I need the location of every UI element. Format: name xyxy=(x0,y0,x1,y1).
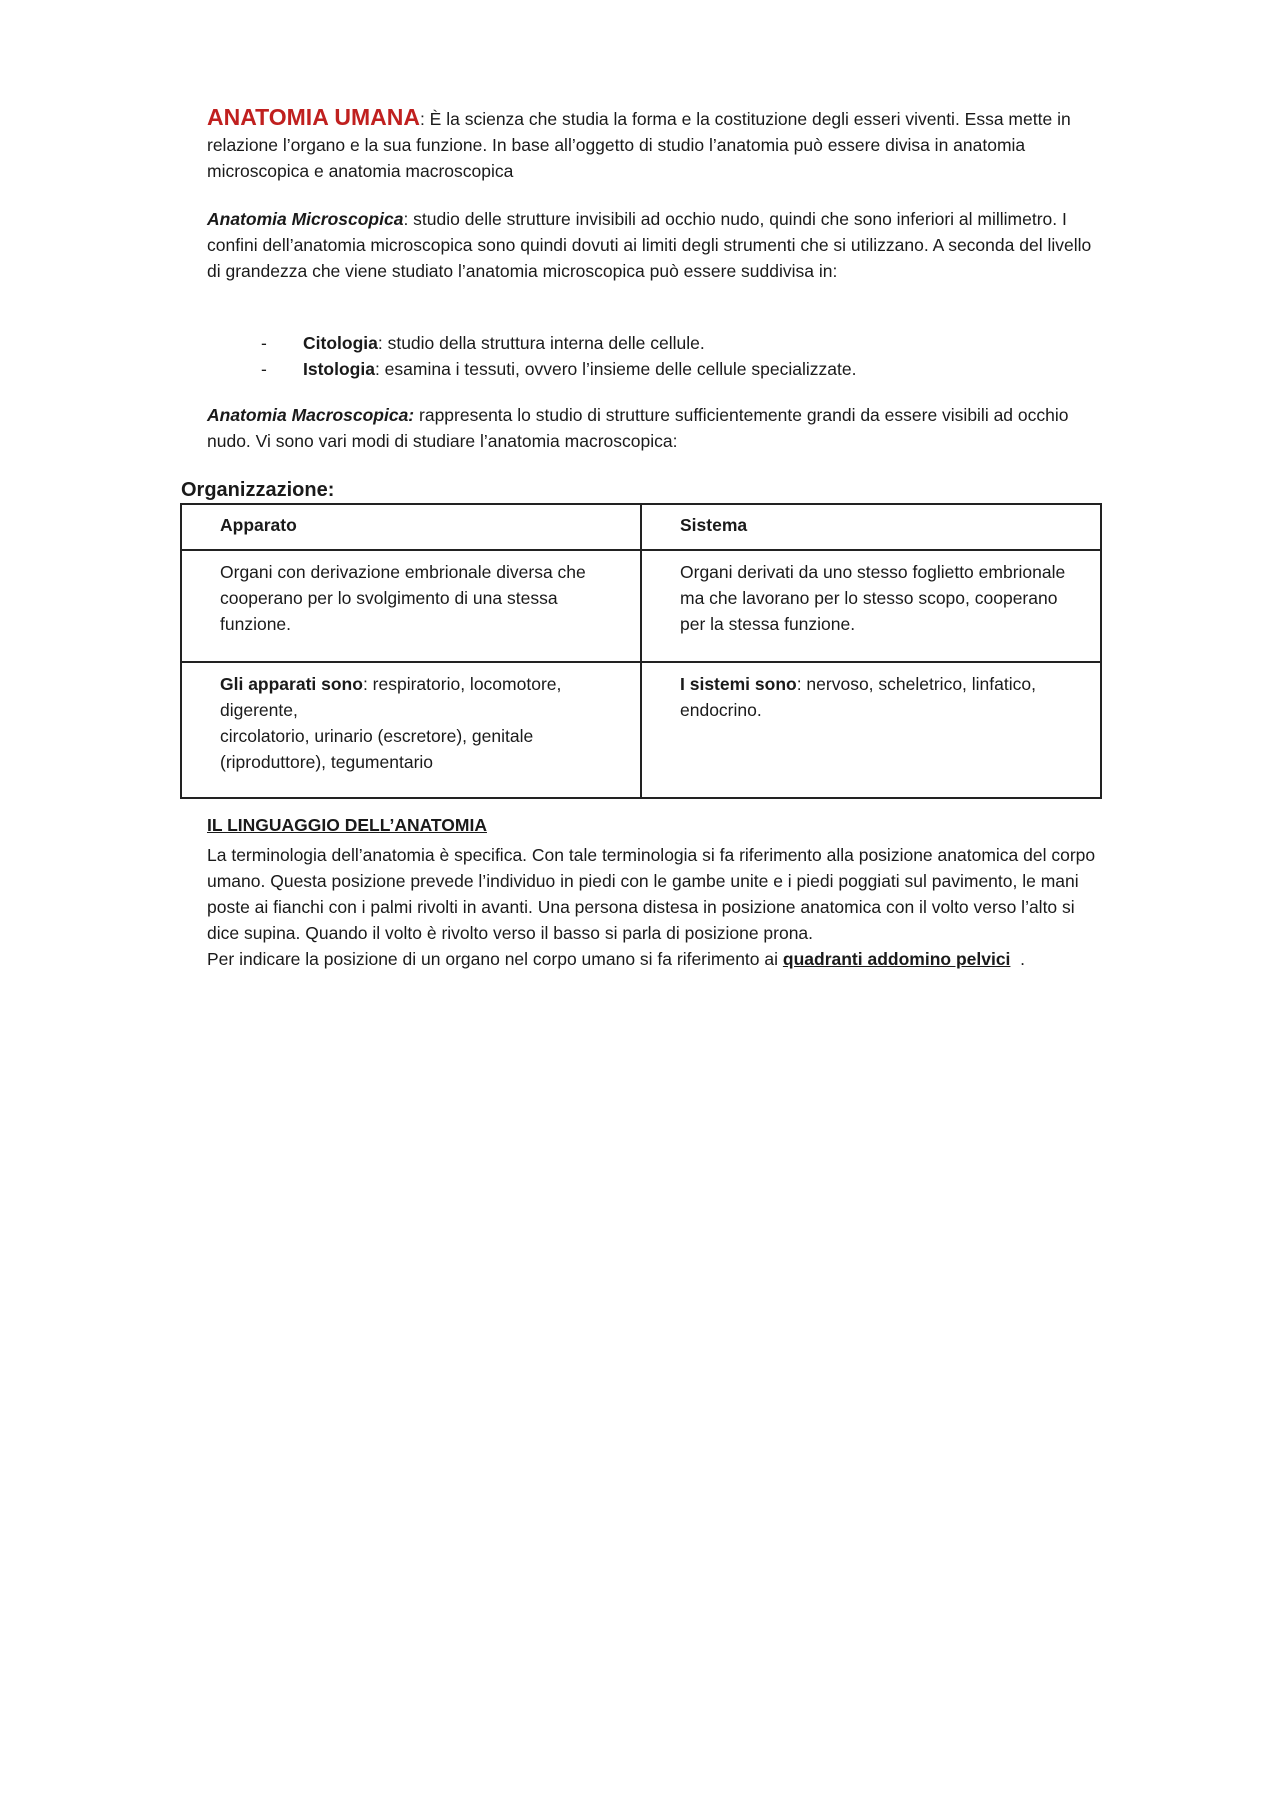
table-header-row xyxy=(181,504,1101,550)
language-title: IL LINGUAGGIO DELL’ANATOMIA xyxy=(207,815,487,835)
language-section xyxy=(207,812,1097,972)
microscopic-term: Anatomia Microscopica xyxy=(207,209,404,229)
table-cell xyxy=(181,662,641,798)
apparati-text-1: : respiratorio, locomotore, digerente, xyxy=(220,674,562,720)
column-header-sistema: Sistema xyxy=(641,504,1101,550)
organization-heading: Organizzazione: xyxy=(181,479,335,501)
list-term: Istologia xyxy=(303,359,375,379)
organization-table xyxy=(180,503,1102,799)
reference-end: . xyxy=(1010,949,1026,969)
main-title: ANATOMIA UMANA xyxy=(207,104,420,130)
macroscopic-term: Anatomia Macroscopica: xyxy=(207,405,415,425)
list-term: Citologia xyxy=(303,333,378,353)
language-text: La terminologia dell’anatomia è specifica. Con tale terminologia si fa riferimento alla posizione anatomica del corpo umano. Questa posizione prevede l’individuo in piedi con le gambe unite e i piedi poggiati sul pavimento, le mani poste ai fianchi con i palmi rivolti in avanti. Una persona distesa in posizione anatomica con il volto verso l’alto si dice supina. Quando il volto è rivolto verso il basso si parla di posizione prona. xyxy=(207,845,1096,943)
macroscopic-paragraph xyxy=(207,402,1097,454)
list-item xyxy=(207,356,1097,382)
table-row xyxy=(181,662,1101,798)
list-dash: - xyxy=(261,333,267,353)
apparati-term: Gli apparati sono xyxy=(220,674,363,694)
sistemi-text: : nervoso, scheletrico, linfatico, endocrino. xyxy=(680,674,1036,720)
table-cell: Organi derivati da uno stesso foglietto embrionale ma che lavorano per lo stesso scopo, cooperano per la stessa funzione. xyxy=(641,550,1101,662)
intro-paragraph xyxy=(207,104,1097,184)
subdivision-list xyxy=(207,330,1097,382)
intro-text: : È la scienza che studia la forma e la costituzione degli esseri viventi. Essa mette in relazione l’organo e la sua funzione. In base all’oggetto di studio l’anatomia può essere divisa in anatomia microscopica e anatomia macroscopica xyxy=(207,109,1071,181)
microscopic-text: : studio delle strutture invisibili ad occhio nudo, quindi che sono inferiori al millimetro. I confini dell’anatomia microscopica sono quindi dovuti ai limiti degli strumenti che si utilizzano. A seconda del livello di grandezza che viene studiato l’anatomia microscopica può essere suddivisa in: xyxy=(207,209,1092,281)
sistemi-term: I sistemi sono xyxy=(680,674,797,694)
list-dash: - xyxy=(261,359,267,379)
quadranti-link[interactable]: quadranti addomino pelvici xyxy=(782,949,1011,969)
table-cell: Organi con derivazione embrionale diversa che cooperano per lo svolgimento di una stessa funzione. xyxy=(181,550,641,662)
list-text: : studio della struttura interna delle cellule. xyxy=(377,333,705,353)
list-text: : esamina i tessuti, ovvero l’insieme delle cellule specializzate. xyxy=(374,359,857,379)
table-cell xyxy=(641,662,1101,798)
language-reference xyxy=(207,946,1097,972)
table-row xyxy=(181,550,1101,662)
apparati-text-2: circolatorio, urinario (escretore), genitale (riproduttore), tegumentario xyxy=(220,726,534,772)
column-header-apparato: Apparato xyxy=(181,504,641,550)
macroscopic-text: rappresenta lo studio di strutture sufficientemente grandi da essere visibili ad occhio nudo. Vi sono vari modi di studiare l’anatomia macroscopica: xyxy=(207,405,1069,451)
reference-text: Per indicare la posizione di un organo nel corpo umano si fa riferimento ai xyxy=(207,949,783,969)
list-item xyxy=(207,330,1097,356)
microscopic-paragraph xyxy=(207,206,1097,284)
